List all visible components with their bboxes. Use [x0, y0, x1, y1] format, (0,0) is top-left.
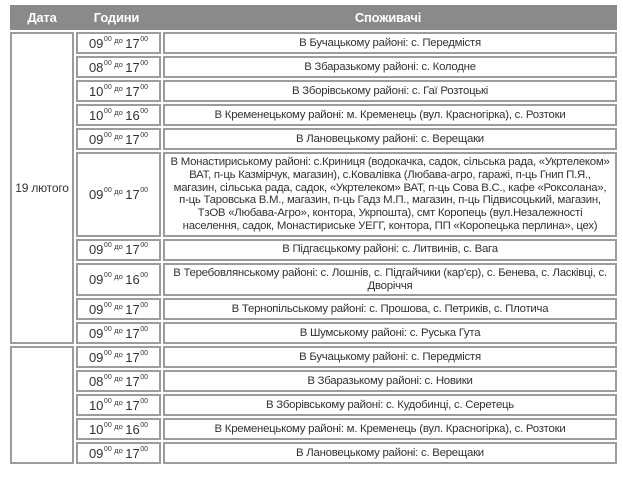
hours-start-minutes: 00: [103, 272, 112, 280]
hours-separator: до: [114, 445, 123, 455]
hours-end: 17: [125, 35, 140, 51]
hours-end: 17: [125, 242, 140, 258]
hours-start: 09: [88, 349, 104, 365]
hours-separator: до: [114, 373, 123, 383]
hours-separator: до: [114, 186, 123, 196]
hours-end-minutes: 00: [140, 373, 149, 381]
hours-end: 17: [125, 83, 140, 99]
hours-end: 17: [125, 301, 140, 317]
hours-start-minutes: 00: [103, 421, 112, 429]
hours-end-minutes: 00: [140, 349, 149, 357]
hours-start-minutes: 00: [103, 349, 112, 357]
date-label: 19 лютого: [15, 181, 69, 196]
hours-end: 17: [125, 397, 140, 413]
hours-cell: [76, 442, 161, 464]
hours-separator: до: [114, 349, 123, 359]
hours-end-minutes: 00: [140, 131, 149, 139]
hours-start: 09: [88, 186, 104, 202]
consumers-cell: [163, 104, 617, 126]
hours-end-minutes: 00: [140, 272, 149, 280]
hours-start-minutes: 00: [103, 107, 112, 115]
hours-end-minutes: 00: [140, 59, 149, 67]
hours-start-minutes: 00: [103, 397, 112, 405]
column-header-consumers: Споживачі: [354, 10, 422, 25]
hours-end: 17: [125, 59, 140, 75]
hours-cell: [76, 418, 161, 440]
hours-end: 17: [125, 349, 140, 365]
consumers-text: В Лановецькому районі: с. Верещаки: [296, 446, 484, 459]
hours-end-minutes: 00: [140, 186, 149, 194]
consumers-cell: [163, 80, 617, 102]
column-header-hours: Години: [93, 10, 140, 25]
consumers-text: В Теребовлянському районі: с. Лошнів, с. Підгайчики (кар'єр), с. Бенева, с. Ласківці, с. Дворіччя: [173, 266, 607, 292]
consumers-cell: [163, 322, 617, 344]
hours-end: 16: [125, 272, 140, 288]
consumers-cell: [163, 298, 617, 320]
consumers-cell: [163, 263, 617, 297]
hours-start-minutes: 00: [103, 325, 112, 333]
hours-cell: [76, 298, 161, 320]
consumers-cell: [163, 418, 617, 440]
consumers-cell: [163, 56, 617, 78]
hours-cell: [76, 322, 161, 344]
consumers-text: В Кременецькому районі: м. Кременець (вул. Красногірка), с. Розтоки: [214, 108, 566, 121]
hours-end: 17: [125, 373, 140, 389]
hours-start: 10: [88, 421, 104, 437]
hours-separator: до: [114, 35, 123, 45]
hours-start: 08: [88, 59, 104, 75]
hours-separator: до: [114, 421, 123, 431]
consumers-text: В Зборівському районі: с. Гаї Розтоцькі: [291, 84, 489, 97]
consumers-text: В Монастириському районі: с.Криниця (водокачка, садок, сільська рада, «Укртелеком» ВАТ, п-ць Казмірчук, магазин), с.Ковалівка (Любава-агро, гаражі, п-ць Гнип П.Я., магазин, сільська рада, садок, «Укртелеком» ВАТ, п-ць Сова В.С., кафе «Роксолана», п-ць Таровська В.М., магазин, п-ць Гадз М.П., магазин, п-ць Підвисоцький, магазин, ТзОВ «Любава-Агро», контора, Укрпошта), смт Коропець (вул.Незалежності населення, садок, Монастириське УЕГГ, контора, ПП «Коропецька перлина», цех): [170, 156, 610, 232]
consumers-text: В Лановецькому районі: с. Верещаки: [296, 132, 484, 145]
hours-end-minutes: 00: [140, 421, 149, 429]
hours-cell: [76, 152, 161, 237]
date-cell: [10, 32, 74, 344]
consumers-cell: [163, 346, 617, 368]
hours-start-minutes: 00: [103, 301, 112, 309]
hours-separator: до: [114, 242, 123, 252]
hours-separator: до: [114, 397, 123, 407]
hours-start-minutes: 00: [103, 83, 112, 91]
hours-cell: [76, 370, 161, 392]
consumers-cell: [163, 32, 617, 54]
hours-end-minutes: 00: [140, 445, 149, 453]
hours-end-minutes: 00: [140, 83, 149, 91]
hours-separator: до: [114, 325, 123, 335]
outage-schedule-table: [10, 5, 617, 464]
consumers-text: В Бучацькому районі: с. Передмістя: [299, 350, 481, 363]
hours-end: 16: [125, 107, 140, 123]
table-body: [10, 32, 617, 464]
hours-cell: [76, 128, 161, 150]
hours-end-minutes: 00: [140, 325, 149, 333]
hours-end: 17: [125, 325, 140, 341]
consumers-cell: [163, 442, 617, 464]
hours-start: 09: [88, 35, 104, 51]
hours-start: 09: [88, 272, 104, 288]
hours-start: 10: [88, 107, 104, 123]
consumers-text: В Тернопільському районі: с. Прошова, с. Петриків, с. Плотича: [231, 302, 549, 315]
hours-end-minutes: 00: [140, 242, 149, 250]
hours-start-minutes: 00: [103, 35, 112, 43]
hours-end: 17: [125, 445, 140, 461]
hours-separator: до: [114, 272, 123, 282]
consumers-cell: [163, 128, 617, 150]
hours-start-minutes: 00: [103, 373, 112, 381]
hours-cell: [76, 104, 161, 126]
hours-start-minutes: 00: [103, 242, 112, 250]
consumers-text: В Підгаєцькому районі: с. Литвинів, с. Вага: [282, 243, 498, 256]
hours-cell: [76, 239, 161, 261]
hours-separator: до: [114, 107, 123, 117]
hours-start-minutes: 00: [103, 59, 112, 67]
hours-cell: [76, 80, 161, 102]
hours-cell: [76, 56, 161, 78]
consumers-text: В Кременецькому районі: м. Кременець (вул. Красногірка), с. Розтоки: [214, 422, 566, 435]
hours-start: 09: [88, 325, 104, 341]
consumers-cell: [163, 394, 617, 416]
hours-end: 16: [125, 421, 140, 437]
hours-cell: [76, 346, 161, 368]
hours-end-minutes: 00: [140, 35, 149, 43]
hours-start: 10: [88, 397, 104, 413]
hours-end: 17: [125, 131, 140, 147]
date-cell: [10, 346, 74, 464]
column-header-date: Дата: [27, 10, 57, 25]
hours-separator: до: [114, 131, 123, 141]
hours-end-minutes: 00: [140, 397, 149, 405]
table-header-row: [10, 5, 617, 30]
hours-start: 10: [88, 83, 104, 99]
consumers-cell: [163, 370, 617, 392]
hours-start-minutes: 00: [103, 186, 112, 194]
hours-separator: до: [114, 59, 123, 69]
hours-start: 09: [88, 445, 104, 461]
hours-start: 09: [88, 131, 104, 147]
hours-end: 17: [125, 186, 140, 202]
hours-cell: [76, 263, 161, 297]
consumers-cell: [163, 152, 617, 237]
consumers-text: В Збаразькому районі: с. Новики: [307, 374, 473, 387]
consumers-text: В Зборівському районі: с. Кудобинці, с. Серетець: [266, 398, 514, 411]
hours-end-minutes: 00: [140, 301, 149, 309]
hours-separator: до: [114, 301, 123, 311]
consumers-text: В Бучацькому районі: с. Передмістя: [299, 36, 481, 49]
hours-end-minutes: 00: [140, 107, 149, 115]
hours-start: 09: [88, 242, 104, 258]
hours-start: 08: [88, 373, 104, 389]
hours-start: 09: [88, 301, 104, 317]
hours-start-minutes: 00: [103, 131, 112, 139]
hours-separator: до: [114, 83, 123, 93]
consumers-text: В Шумському районі: с. Руська Гута: [299, 326, 481, 339]
hours-cell: [76, 32, 161, 54]
consumers-cell: [163, 239, 617, 261]
consumers-text: В Збаразькому районі: с. Колодне: [304, 60, 476, 73]
hours-cell: [76, 394, 161, 416]
hours-start-minutes: 00: [103, 445, 112, 453]
